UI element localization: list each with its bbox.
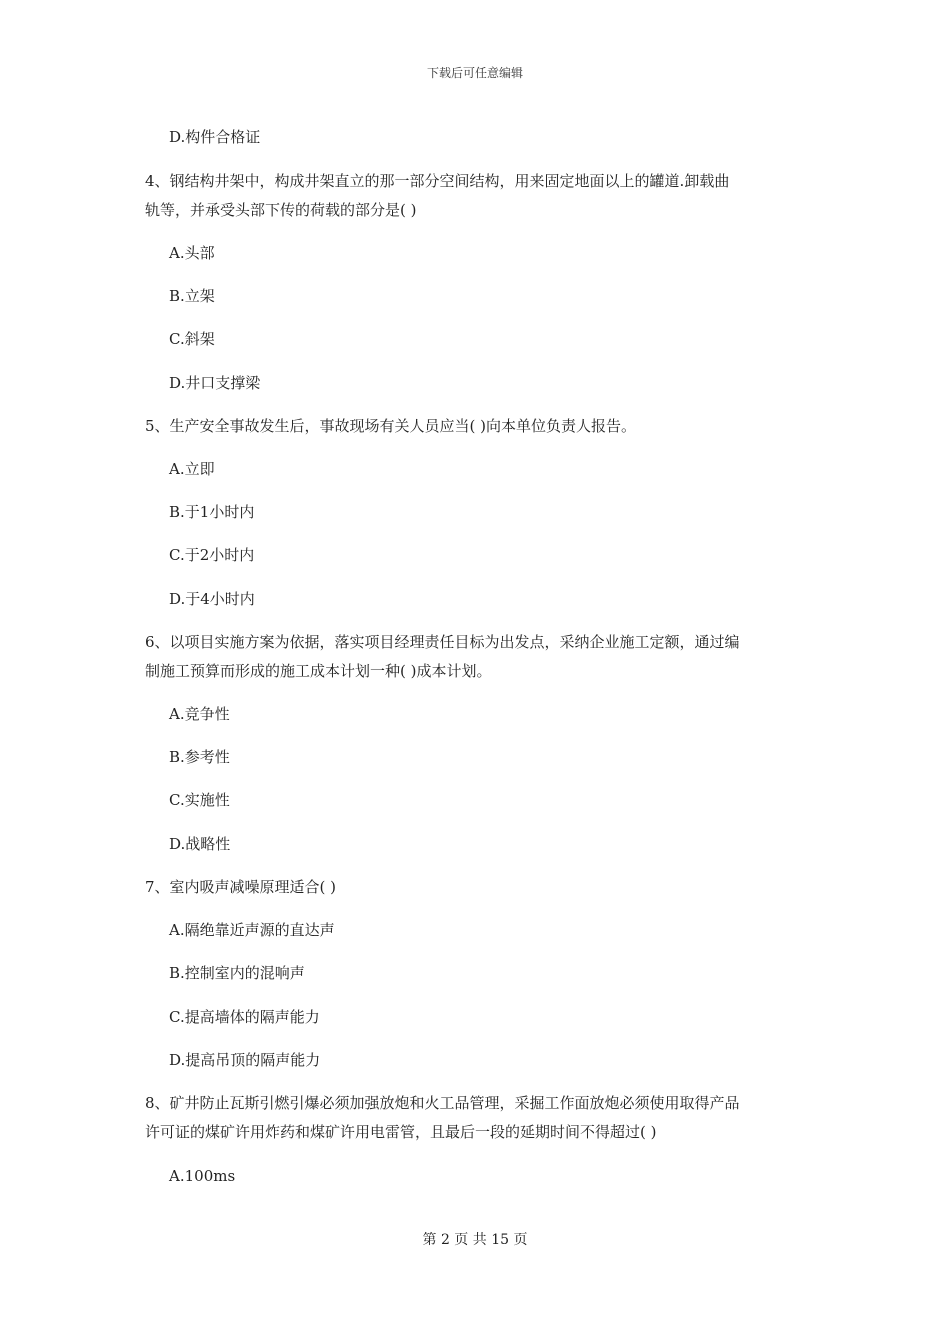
- option-4a: A.头部: [169, 244, 215, 262]
- option-7b: B.控制室内的混响声: [169, 964, 305, 982]
- option-5a: A.立即: [169, 460, 215, 478]
- option-6c: C.实施性: [169, 791, 230, 809]
- option-4b: B.立架: [169, 287, 215, 305]
- option-4d: D.井口支撑梁: [169, 374, 261, 392]
- option-6a: A.竞争性: [169, 705, 230, 723]
- question-8-line-2: 许可证的煤矿许用炸药和煤矿许用电雷管，且最后一段的延期时间不得超过( ): [145, 1123, 657, 1141]
- question-4-line-1: 4、钢结构井架中，构成井架直立的那一部分空间结构，用来固定地面以上的罐道.卸载曲: [145, 172, 730, 190]
- option-3d: D.构件合格证: [169, 128, 261, 146]
- question-6-line-1: 6、以项目实施方案为依据，落实项目经理责任目标为出发点，采纳企业施工定额，通过编: [145, 633, 740, 651]
- option-4c: C.斜架: [169, 330, 215, 348]
- option-7a: A.隔绝靠近声源的直达声: [169, 921, 335, 939]
- option-7c: C.提高墙体的隔声能力: [169, 1008, 320, 1026]
- option-7d: D.提高吊顶的隔声能力: [169, 1051, 321, 1069]
- option-5b: B.于1小时内: [169, 503, 255, 521]
- question-8-line-1: 8、矿井防止瓦斯引燃引爆必须加强放炮和火工品管理，采掘工作面放炮必须使用取得产品: [145, 1094, 740, 1112]
- question-7: 7、室内吸声减噪原理适合( ): [145, 878, 337, 896]
- page-header: 下载后可任意编辑: [426, 66, 523, 80]
- question-5: 5、生产安全事故发生后，事故现场有关人员应当( )向本单位负责人报告。: [145, 417, 637, 435]
- option-5d: D.于4小时内: [169, 590, 255, 608]
- option-8a: A.100ms: [169, 1167, 236, 1185]
- page-footer: 第 2 页 共 15 页: [422, 1232, 528, 1248]
- option-6b: B.参考性: [169, 748, 230, 766]
- question-4-line-2: 轨等，并承受头部下传的荷载的部分是( ): [145, 201, 417, 219]
- option-6d: D.战略性: [169, 835, 231, 853]
- option-5c: C.于2小时内: [169, 546, 255, 564]
- question-6-line-2: 制施工预算而形成的施工成本计划一种( )成本计划。: [145, 662, 492, 680]
